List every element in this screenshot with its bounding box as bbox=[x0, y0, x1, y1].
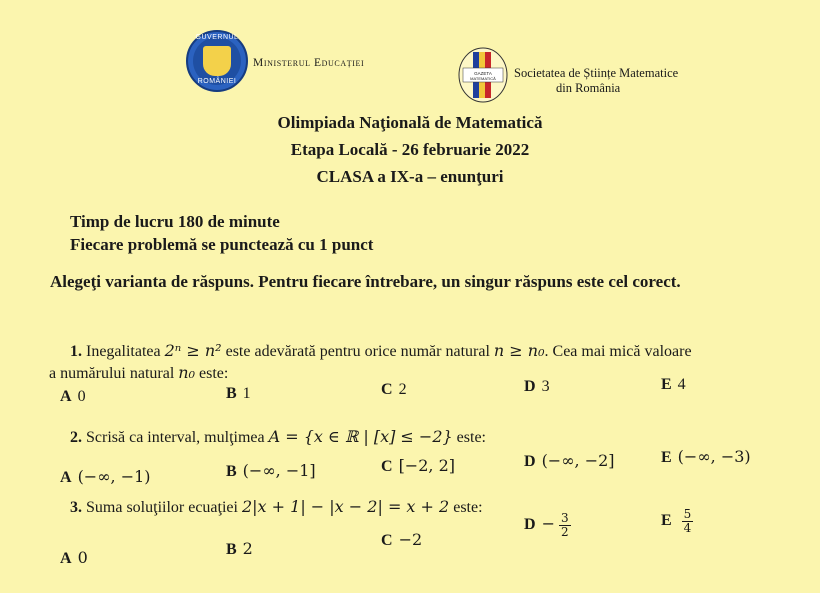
seal-top-text: GUVERNUL bbox=[195, 34, 239, 41]
svg-text:GAZETA: GAZETA bbox=[474, 71, 492, 76]
answer-option-d[interactable]: D (−∞, −2] bbox=[524, 451, 615, 470]
question-text: Suma soluţiilor ecuaţiei bbox=[86, 499, 238, 516]
question-2 bbox=[70, 426, 790, 449]
question-text: . Cea mai mică valoare bbox=[544, 343, 692, 360]
question-number: 3. bbox=[70, 499, 82, 516]
question-text: Inegalitatea bbox=[86, 343, 161, 360]
answer-option-b[interactable]: B 1 bbox=[226, 385, 251, 402]
fraction: $\frac{5}{4}$ bbox=[683, 507, 692, 535]
question-text: a numărului natural bbox=[49, 365, 175, 382]
math-expression: 2ⁿ ≥ n² bbox=[164, 341, 222, 360]
answer-option-a[interactable]: A (−∞, −1) bbox=[60, 467, 151, 486]
math-expression: A = {x ∈ ℝ | [x] ≤ −2} bbox=[268, 427, 453, 446]
fraction: $\frac{3}{2}$ bbox=[560, 511, 569, 539]
question-text: este: bbox=[456, 429, 486, 446]
math-expression: 2|x + 1| − |x − 2| = x + 2 bbox=[241, 497, 450, 516]
government-seal-logo bbox=[186, 30, 248, 92]
answer-option-c[interactable]: C 2 bbox=[381, 381, 407, 398]
answer-option-c[interactable]: C [−2, 2] bbox=[381, 456, 455, 475]
answer-option-c[interactable]: C −2 bbox=[381, 530, 423, 549]
eagle-crest-icon bbox=[203, 46, 231, 76]
society-line-2: din România bbox=[556, 81, 621, 95]
scoring-note: Fiecare problemă se punctează cu 1 punct bbox=[70, 235, 374, 254]
grade-heading: CLASA a IX-a – enunţuri bbox=[316, 167, 504, 186]
ministry-name: Ministerul Educației bbox=[253, 57, 365, 69]
question-number: 2. bbox=[70, 429, 82, 446]
math-expression: n ≥ n₀ bbox=[493, 341, 545, 360]
ssm-shield-logo bbox=[458, 46, 508, 104]
answer-option-d[interactable]: D − $\frac{3}{2}$ bbox=[524, 511, 569, 539]
stage-date: Etapa Locală - 26 februarie 2022 bbox=[290, 140, 530, 159]
instructions: Alegeţi varianta de răspuns. Pentru fiecare întrebare, un singur răspuns este cel corect. bbox=[50, 272, 681, 291]
answer-option-e[interactable]: E $\frac{5}{4}$ bbox=[661, 507, 692, 535]
society-name bbox=[514, 66, 678, 96]
answer-option-e[interactable]: E 4 bbox=[661, 376, 686, 393]
math-expression: n₀ bbox=[178, 363, 196, 382]
question-text: este: bbox=[453, 499, 483, 516]
question-text: Scrisă ca interval, mulţimea bbox=[86, 429, 265, 446]
svg-text:MATEMATICĂ: MATEMATICĂ bbox=[470, 76, 496, 81]
question-text: este: bbox=[199, 365, 229, 382]
question-number: 1. bbox=[70, 343, 82, 360]
question-1 bbox=[70, 340, 790, 363]
answer-option-a[interactable]: A 0 bbox=[60, 388, 86, 405]
time-limit: Timp de lucru 180 de minute bbox=[70, 212, 280, 231]
answer-option-d[interactable]: D 3 bbox=[524, 378, 550, 395]
answer-option-b[interactable]: B 2 bbox=[226, 539, 253, 558]
olympiad-title: Olimpiada Naţională de Matematică bbox=[277, 113, 543, 132]
answer-option-e[interactable]: E (−∞, −3) bbox=[661, 447, 751, 466]
society-line-1: Societatea de Științe Matematice bbox=[514, 66, 679, 80]
seal-bottom-text: ROMÂNIEI bbox=[197, 78, 237, 85]
answer-option-a[interactable]: A 0 bbox=[60, 548, 88, 567]
question-text: este adevărată pentru orice număr natural bbox=[225, 343, 490, 360]
answer-option-b[interactable]: B (−∞, −1] bbox=[226, 461, 316, 480]
